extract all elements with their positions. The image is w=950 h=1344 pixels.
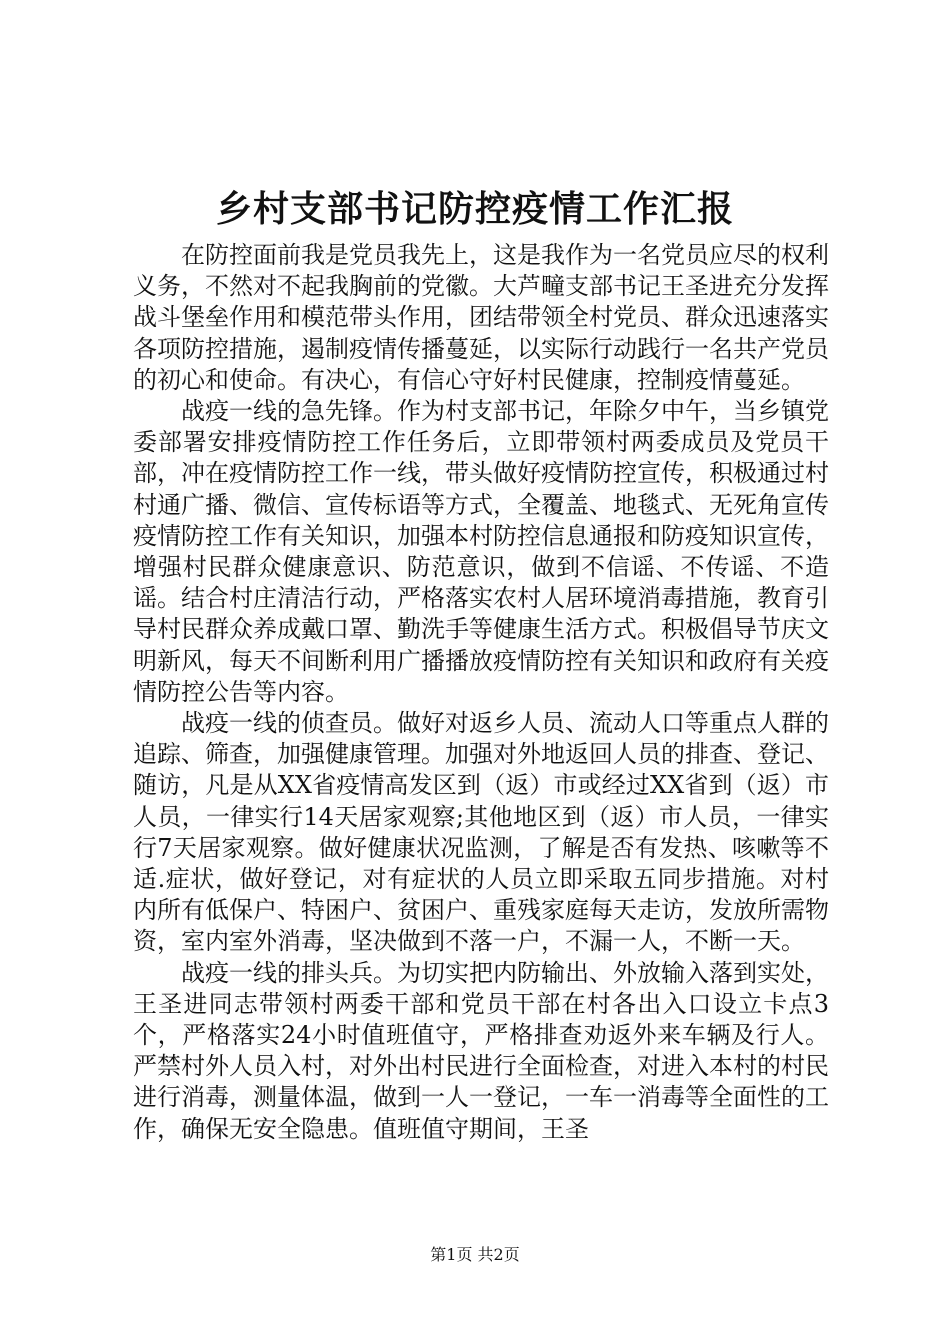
paragraph-2: 战疫一线的急先锋。作为村支部书记，年除夕中午，当乡镇党委部署安排疫情防控工作任务后，立即带领村两委成员及党员干部，冲在疫情防控工作一线，带头做好疫情防控宣传，积极通过村村通广播、微信、宣传标语等方式，全覆盖、地毯式、无死角宣传疫情防控工作有关知识，加强本村防控信息通报和防疫知识宣传，增强村民群众健康意识、防范意识，做到不信谣、不传谣、不造谣。结合村庄清洁行动，严格落实农村人居环境消毒措施，教育引导村民群众养成戴口罩、勤洗手等健康生活方式。积极倡导节庆文明新风，每天不间断利用广播播放疫情防控有关知识和政府有关疫情防控公告等内容。 bbox=[133, 397, 829, 706]
paragraph-4: 战疫一线的排头兵。为切实把内防输出、外放输入落到实处，王圣进同志带领村两委干部和党员干部在村各出入口设立卡点3个，严格落实24小时值班值守，严格排查劝返外来车辆及行人。严禁村外人员入村，对外出村民进行全面检查，对进入本村的村民进行消毒，测量体温，做到一人一登记，一车一消毒等全面性的工作，确保无安全隐患。值班值守期间，王圣 bbox=[133, 958, 829, 1143]
page-number-footer: 第1页 共2页 bbox=[430, 1245, 520, 1264]
document-body bbox=[133, 240, 829, 1145]
paragraph-1: 在防控面前我是党员我先上，这是我作为一名党员应尽的权利义务，不然对不起我胸前的党徽。大芦疃支部书记王圣进充分发挥战斗堡垒作用和模范带头作用，团结带领全村党员、群众迅速落实各项防控措施，遏制疫情传播蔓延，以实际行动践行一名共产党员的初心和使命。有决心，有信心守好村民健康，控制疫情蔓延。 bbox=[133, 241, 829, 394]
document-title: 乡村支部书记防控疫情工作汇报 bbox=[215, 188, 734, 230]
paragraph-3: 战疫一线的侦查员。做好对返乡人员、流动人口等重点人群的追踪、筛查，加强健康管理。加强对外地返回人员的排查、登记、随访，凡是从XX省疫情高发区到（返）市或经过XX省到（返）市人员，一律实行14天居家观察;其他地区到（返）市人员，一律实行7天居家观察。做好健康状况监测，了解是否有发热、咳嗽等不适.症状，做好登记，对有症状的人员立即采取五同步措施。对村内所有低保户、特困户、贫困户、重残家庭每天走访，发放所需物资，室内室外消毒，坚决做到不落一户，不漏一人，不断一天。 bbox=[133, 709, 829, 956]
